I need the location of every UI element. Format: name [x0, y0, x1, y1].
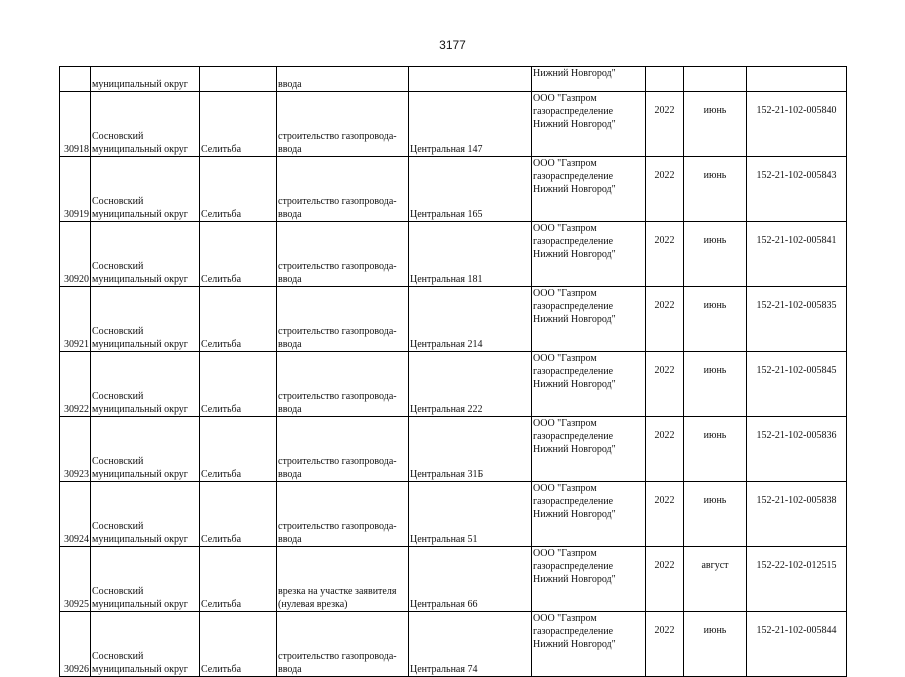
cell-settlement	[200, 547, 277, 612]
cell-organization	[532, 352, 646, 417]
cell-text: Селитьба	[201, 339, 242, 350]
cell-address	[409, 352, 532, 417]
cell-settlement	[200, 287, 277, 352]
cell-text: Нижний Новгород"	[533, 379, 616, 390]
cell-district	[91, 482, 200, 547]
cell-text: Нижний Новгород"	[533, 184, 616, 195]
cell-settlement	[200, 352, 277, 417]
cell-text: ввода	[278, 144, 302, 155]
cell-work	[277, 482, 409, 547]
cell-text: 30926	[64, 664, 89, 675]
cell-work	[277, 222, 409, 287]
cell-text: 2022	[654, 300, 675, 311]
cell-text: Нижний Новгород"	[533, 314, 616, 325]
page-number: 3177	[439, 38, 466, 52]
cell-text: Сосновский	[92, 196, 144, 207]
cell-address	[409, 157, 532, 222]
cell-text: Сосновский	[92, 326, 144, 337]
gas-connection-table	[59, 66, 847, 677]
cell-text: 152-21-102-005845	[756, 365, 837, 376]
cell-district	[91, 287, 200, 352]
cell-text: Сосновский	[92, 261, 144, 272]
cell-text: 2022	[654, 430, 675, 441]
cell-text: Центральная 51	[410, 534, 478, 545]
cell-text: строительство газопровода-	[278, 521, 397, 532]
cell-month	[684, 352, 747, 417]
cell-settlement	[200, 612, 277, 677]
cell-text: 30923	[64, 469, 89, 480]
cell-text: 152-21-102-005841	[756, 235, 837, 246]
table-body	[60, 67, 847, 677]
cell-settlement	[200, 222, 277, 287]
cell-address	[409, 612, 532, 677]
cell-month	[684, 67, 747, 92]
cell-text: Сосновский	[92, 456, 144, 467]
cell-text: август	[701, 560, 729, 571]
cell-text: июнь	[703, 300, 727, 311]
cell-settlement	[200, 67, 277, 92]
cell-text: ООО "Газпром	[533, 288, 597, 299]
cell-text: ввода	[278, 274, 302, 285]
cell-year	[646, 482, 684, 547]
cell-text: Центральная 214	[410, 339, 483, 350]
cell-text: 2022	[654, 495, 675, 506]
cell-text: муниципальный округ	[92, 274, 188, 285]
table-row	[60, 157, 847, 222]
cell-district	[91, 547, 200, 612]
cell-text: 152-22-102-012515	[756, 560, 837, 571]
cell-text: Центральная 66	[410, 599, 478, 610]
cell-text: Селитьба	[201, 469, 242, 480]
cell-work	[277, 352, 409, 417]
cell-text: муниципальный округ	[92, 664, 188, 675]
cell-text: ООО "Газпром	[533, 418, 597, 429]
cell-text: муниципальный округ	[92, 469, 188, 480]
cell-month	[684, 92, 747, 157]
cell-text: Селитьба	[201, 534, 242, 545]
cell-district	[91, 612, 200, 677]
cell-num	[60, 287, 91, 352]
cell-settlement	[200, 417, 277, 482]
cell-text: строительство газопровода-	[278, 456, 397, 467]
cell-district	[91, 417, 200, 482]
cell-organization	[532, 612, 646, 677]
table-row	[60, 547, 847, 612]
cell-code	[747, 157, 847, 222]
cell-text: Селитьба	[201, 274, 242, 285]
cell-code	[747, 612, 847, 677]
cell-organization	[532, 92, 646, 157]
cell-text: июнь	[703, 430, 727, 441]
cell-text: Селитьба	[201, 404, 242, 415]
cell-month	[684, 222, 747, 287]
cell-text: муниципальный округ	[92, 404, 188, 415]
cell-text: 2022	[654, 235, 675, 246]
cell-num	[60, 352, 91, 417]
cell-text: 30919	[64, 209, 89, 220]
cell-address	[409, 417, 532, 482]
cell-code	[747, 482, 847, 547]
cell-text: Селитьба	[201, 664, 242, 675]
cell-text: июнь	[703, 495, 727, 506]
cell-text: ввода	[278, 469, 302, 480]
cell-text: ООО "Газпром	[533, 353, 597, 364]
cell-text: Нижний Новгород"	[533, 509, 616, 520]
cell-month	[684, 157, 747, 222]
cell-text: Сосновский	[92, 391, 144, 402]
cell-text: Сосновский	[92, 131, 144, 142]
cell-text: июнь	[703, 625, 727, 636]
cell-text: 2022	[654, 170, 675, 181]
table-row-continuation	[60, 67, 847, 92]
cell-text: 2022	[654, 560, 675, 571]
cell-text: строительство газопровода-	[278, 131, 397, 142]
cell-organization	[532, 157, 646, 222]
cell-num	[60, 482, 91, 547]
cell-organization	[532, 417, 646, 482]
cell-settlement	[200, 92, 277, 157]
cell-text: Сосновский	[92, 586, 144, 597]
cell-text: Нижний Новгород"	[533, 444, 616, 455]
cell-text: муниципальный округ	[92, 144, 188, 155]
cell-month	[684, 612, 747, 677]
table-row	[60, 417, 847, 482]
cell-year	[646, 222, 684, 287]
cell-settlement	[200, 157, 277, 222]
cell-text: 30918	[64, 144, 89, 155]
cell-text: Центральная 222	[410, 404, 483, 415]
cell-text: врезка на участке заявителя	[278, 586, 397, 597]
cell-text: ввода	[278, 534, 302, 545]
cell-text: Центральная 31Б	[410, 469, 484, 480]
cell-code	[747, 417, 847, 482]
cell-text: газораспределение	[533, 561, 614, 572]
cell-text: ввода	[278, 209, 302, 220]
cell-text: муниципальный округ	[92, 339, 188, 350]
cell-text: июнь	[703, 235, 727, 246]
cell-text: июнь	[703, 105, 727, 116]
cell-code	[747, 352, 847, 417]
cell-text: ООО "Газпром	[533, 93, 597, 104]
cell-district	[91, 157, 200, 222]
cell-year	[646, 547, 684, 612]
cell-address	[409, 482, 532, 547]
cell-text: 152-21-102-005843	[756, 170, 837, 181]
cell-text: 152-21-102-005840	[756, 105, 837, 116]
cell-text: 2022	[654, 365, 675, 376]
cell-text: 152-21-102-005836	[756, 430, 837, 441]
cell-organization	[532, 287, 646, 352]
table-row	[60, 612, 847, 677]
cell-text: Центральная 181	[410, 274, 483, 285]
cell-work: ввода	[277, 67, 409, 92]
cell-text: муниципальный округ	[92, 599, 188, 610]
cell-year	[646, 157, 684, 222]
cell-text: газораспределение	[533, 301, 614, 312]
cell-text: газораспределение	[533, 106, 614, 117]
cell-text: 2022	[654, 625, 675, 636]
cell-text: газораспределение	[533, 366, 614, 377]
cell-num	[60, 417, 91, 482]
cell-text: газораспределение	[533, 171, 614, 182]
cell-text: газораспределение	[533, 496, 614, 507]
cell-code	[747, 67, 847, 92]
cell-year	[646, 287, 684, 352]
cell-text: 30922	[64, 404, 89, 415]
cell-num	[60, 67, 91, 92]
table-row	[60, 222, 847, 287]
cell-text: муниципальный округ	[92, 209, 188, 220]
cell-text: ввода	[278, 664, 302, 675]
cell-text: ООО "Газпром	[533, 158, 597, 169]
cell-text: 30921	[64, 339, 89, 350]
cell-text: ООО "Газпром	[533, 548, 597, 559]
cell-num	[60, 92, 91, 157]
cell-organization	[532, 222, 646, 287]
cell-text: (нулевая врезка)	[278, 599, 348, 610]
cell-year	[646, 417, 684, 482]
cell-text: Центральная 74	[410, 664, 478, 675]
cell-text: Нижний Новгород"	[533, 574, 616, 585]
cell-work	[277, 612, 409, 677]
cell-organization: Нижний Новгород"	[532, 67, 646, 92]
cell-code	[747, 222, 847, 287]
cell-text: июнь	[703, 170, 727, 181]
cell-organization	[532, 482, 646, 547]
cell-text: ООО "Газпром	[533, 483, 597, 494]
table-row	[60, 287, 847, 352]
cell-text: ввода	[278, 339, 302, 350]
cell-address	[409, 222, 532, 287]
cell-text: июнь	[703, 365, 727, 376]
cell-text: 30920	[64, 274, 89, 285]
cell-text: 152-21-102-005844	[756, 625, 837, 636]
cell-text: Сосновский	[92, 521, 144, 532]
cell-num	[60, 222, 91, 287]
cell-text: строительство газопровода-	[278, 261, 397, 272]
cell-text: Нижний Новгород"	[533, 249, 616, 260]
cell-num	[60, 157, 91, 222]
cell-district	[91, 352, 200, 417]
cell-text: газораспределение	[533, 236, 614, 247]
cell-month	[684, 287, 747, 352]
cell-address	[409, 547, 532, 612]
cell-text: ввода	[278, 404, 302, 415]
cell-district: муниципальный округ	[91, 67, 200, 92]
cell-num	[60, 547, 91, 612]
cell-text: 30925	[64, 599, 89, 610]
cell-address	[409, 287, 532, 352]
cell-year	[646, 67, 684, 92]
cell-text: Центральная 165	[410, 209, 483, 220]
cell-text: 30924	[64, 534, 89, 545]
cell-text: Нижний Новгород"	[533, 639, 616, 650]
cell-work	[277, 92, 409, 157]
cell-address	[409, 67, 532, 92]
cell-settlement	[200, 482, 277, 547]
cell-num	[60, 612, 91, 677]
table-row	[60, 482, 847, 547]
cell-text: 2022	[654, 105, 675, 116]
cell-month	[684, 482, 747, 547]
cell-text: строительство газопровода-	[278, 391, 397, 402]
cell-district	[91, 222, 200, 287]
cell-organization	[532, 547, 646, 612]
cell-text: Селитьба	[201, 599, 242, 610]
cell-text: строительство газопровода-	[278, 196, 397, 207]
cell-text: ООО "Газпром	[533, 613, 597, 624]
cell-month	[684, 547, 747, 612]
cell-work	[277, 157, 409, 222]
cell-year	[646, 352, 684, 417]
cell-month	[684, 417, 747, 482]
cell-work	[277, 287, 409, 352]
cell-work	[277, 417, 409, 482]
cell-code	[747, 547, 847, 612]
cell-text: Сосновский	[92, 651, 144, 662]
cell-work	[277, 547, 409, 612]
cell-text: Селитьба	[201, 144, 242, 155]
cell-text: газораспределение	[533, 431, 614, 442]
cell-text: 152-21-102-005838	[756, 495, 837, 506]
table-row	[60, 352, 847, 417]
cell-year	[646, 612, 684, 677]
cell-text: Нижний Новгород"	[533, 119, 616, 130]
cell-text: Центральная 147	[410, 144, 483, 155]
cell-year	[646, 92, 684, 157]
cell-text: ООО "Газпром	[533, 223, 597, 234]
cell-text: муниципальный округ	[92, 534, 188, 545]
table-row	[60, 92, 847, 157]
cell-text: строительство газопровода-	[278, 326, 397, 337]
cell-text: строительство газопровода-	[278, 651, 397, 662]
cell-text: Селитьба	[201, 209, 242, 220]
cell-code	[747, 92, 847, 157]
cell-district	[91, 92, 200, 157]
cell-text: 152-21-102-005835	[756, 300, 837, 311]
cell-code	[747, 287, 847, 352]
cell-text: газораспределение	[533, 626, 614, 637]
cell-address	[409, 92, 532, 157]
